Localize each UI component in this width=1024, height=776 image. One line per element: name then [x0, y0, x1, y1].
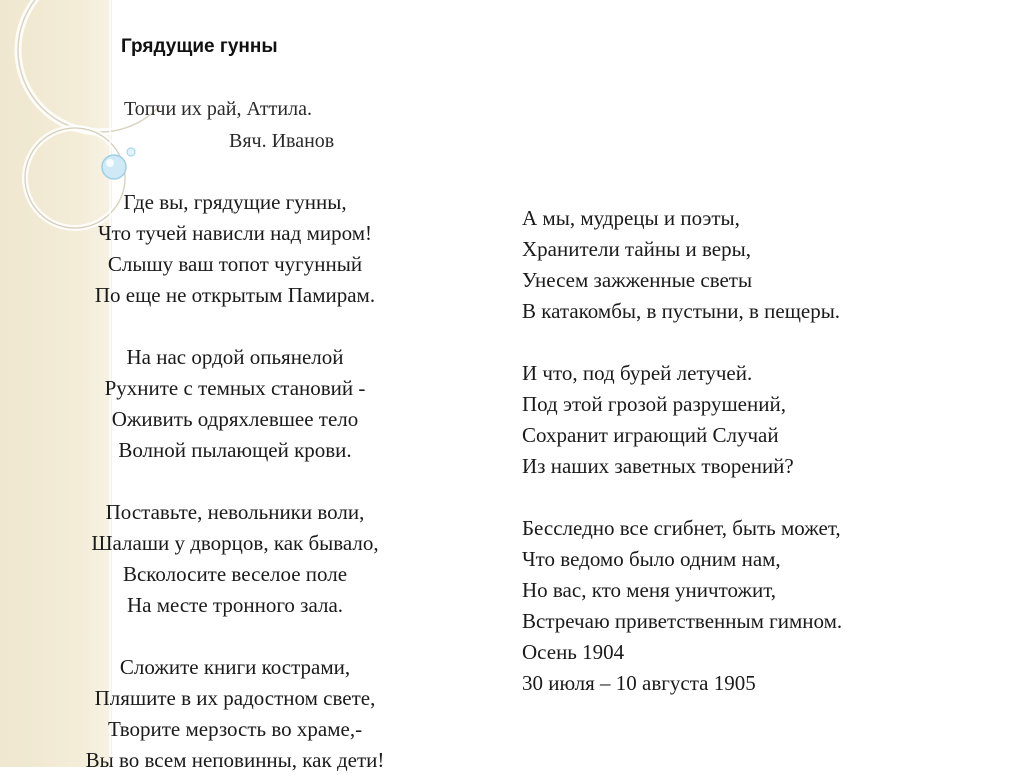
poem-line: По еще не открытым Памирам.	[94, 283, 376, 307]
poem-line: На нас ордой опьянелой	[126, 345, 344, 369]
poem-line: Сложите книги кострами,	[119, 655, 351, 679]
poem-line: На месте тронного зала.	[126, 593, 344, 617]
poem-line: Бесследно все сгибнет, быть может,	[522, 516, 841, 540]
poem-line: А мы, мудрецы и поэты,	[522, 206, 740, 230]
date-line: Осень 1904	[522, 640, 625, 664]
poem-line: Волной пылающей крови.	[118, 438, 352, 462]
date-line: 30 июля – 10 августа 1905	[522, 671, 756, 695]
poem-line: Встречаю приветственным гимном.	[522, 609, 843, 633]
poem-line: Под этой грозой разрушений,	[522, 392, 786, 416]
stanza	[522, 203, 982, 327]
poem-line: В катакомбы, в пустыни, в пещеры.	[522, 299, 841, 323]
stanza	[522, 513, 982, 637]
poem-line: Шалаши у дворцов, как бывало,	[91, 531, 379, 555]
poem-line: Творите мерзость во храме,-	[107, 717, 363, 741]
poem-line: Что ведомо было одним нам,	[522, 547, 781, 571]
bubble-small-shape	[127, 148, 135, 156]
poem-left-column	[28, 187, 442, 776]
poem-line: Вы во всем неповинны, как дети!	[85, 748, 385, 772]
poem-line: Оживить одряхлевшее тело	[111, 407, 359, 431]
poem-right-column	[522, 203, 982, 699]
stanza	[28, 187, 442, 311]
poem-line: Но вас, кто меня уничтожит,	[522, 578, 777, 602]
poem-date	[522, 637, 982, 699]
poem-line: Где вы, грядущие гунны,	[123, 190, 347, 214]
poem-line: Что тучей нависли над миром!	[98, 221, 372, 245]
bubble-large-shape	[102, 155, 126, 179]
stanza	[522, 358, 982, 482]
stanza	[28, 497, 442, 621]
poem-line: Из наших заветных творений?	[522, 454, 794, 478]
epigraph-quote: Топчи их рай, Аттила.	[124, 98, 312, 120]
stanza	[28, 342, 442, 466]
poem-line: Пляшите в их радостном свете,	[94, 686, 376, 710]
poem-line: Рухните с темных становий -	[104, 376, 366, 400]
poem-title: Грядущие гунны	[121, 36, 278, 57]
poem-line: И что, под бурей летучей.	[522, 361, 753, 385]
poem-line: Унесем зажженные светы	[522, 268, 753, 292]
poem-line: Хранители тайны и веры,	[522, 237, 751, 261]
poem-line: Всколосите веселое поле	[122, 562, 348, 586]
stanza	[28, 652, 442, 776]
epigraph-author: Вяч. Иванов	[229, 130, 335, 152]
poem-line: Поставьте, невольники воли,	[105, 500, 365, 524]
poem-line: Слышу ваш топот чугунный	[107, 252, 363, 276]
poem-line: Сохранит играющий Случай	[522, 423, 779, 447]
